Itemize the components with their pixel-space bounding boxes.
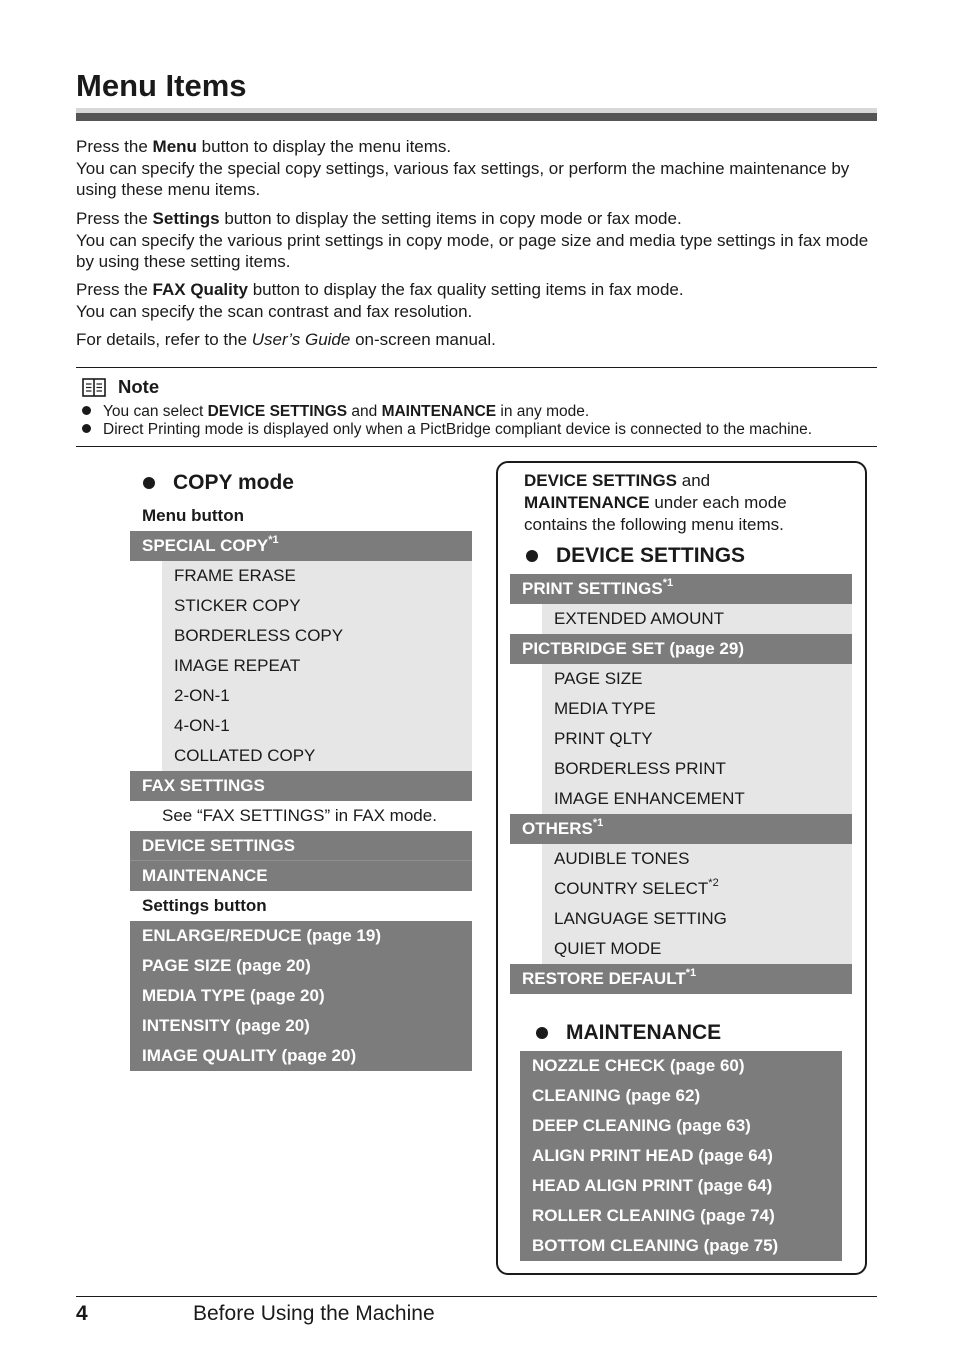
page-title: Menu Items [76, 68, 247, 103]
fax-settings-reference: See “FAX SETTINGS” in FAX mode. [162, 806, 437, 825]
menu-item: PAGE SIZE (page 20) [130, 951, 472, 981]
menu-header-special-copy: SPECIAL COPY$^{*1}$ [130, 531, 472, 561]
menu-item: FRAME ERASE [162, 561, 472, 591]
menu-item: BORDERLESS COPY [162, 621, 472, 651]
intro-fax-quality: Press the FAX Quality button to display the fax quality setting items in fax mode. You can specify the scan contrast and fax resolution. [76, 280, 684, 321]
menu-item: ROLLER CLEANING (page 74) [520, 1201, 842, 1231]
intro-settings: Press the Settings button to display the setting items in copy mode or fax mode. You can specify the various print settings in copy mode, or page size and media type settings in fax mode by using these setting items. [76, 209, 869, 271]
bullet-icon [143, 477, 155, 489]
menu-header-print-settings: PRINT SETTINGS$^{*1}$ [510, 574, 852, 604]
menu-item: AUDIBLE TONES [542, 844, 852, 874]
menu-item: HEAD ALIGN PRINT (page 64) [520, 1171, 842, 1201]
menu-item: 2-ON-1 [162, 681, 472, 711]
menu-header-device-settings: DEVICE SETTINGS [130, 831, 472, 861]
menu-item: 4-ON-1 [162, 711, 472, 741]
menu-item: ENLARGE/REDUCE (page 19) [130, 921, 472, 951]
menu-item: BOTTOM CLEANING (page 75) [520, 1231, 842, 1261]
menu-item: QUIET MODE [542, 934, 852, 964]
menu-button-label: Menu button [142, 506, 244, 525]
box-intro: DEVICE SETTINGS and MAINTENANCE under each mode contains the following menu items. [524, 471, 787, 534]
menu-item: PRINT QLTY [542, 724, 852, 754]
note-label: Note [118, 376, 160, 397]
copy-menu-list [130, 531, 472, 1071]
device-settings-heading: DEVICE SETTINGS [526, 543, 745, 569]
menu-item: EXTENDED AMOUNT [542, 604, 852, 634]
device-menu-list [510, 574, 852, 994]
menu-item: NOZZLE CHECK (page 60) [520, 1051, 842, 1081]
pictbridge-items [510, 664, 852, 814]
footer-rule [76, 1296, 877, 1297]
print-settings-items [510, 604, 852, 634]
intro-menu: Press the Menu button to display the menu items. You can specify the special copy settings, various fax settings, or perform the machine maintenance by using these menu items. [76, 137, 850, 199]
menu-item: IMAGE REPEAT [162, 651, 472, 681]
copy-mode-heading: COPY mode [143, 470, 294, 496]
menu-item: COLLATED COPY [162, 741, 472, 771]
settings-items [130, 921, 472, 1071]
menu-item: DEEP CLEANING (page 63) [520, 1111, 842, 1141]
note-bottom-rule [76, 446, 877, 447]
note-item: Direct Printing mode is displayed only when a PictBridge compliant device is connected to the machine. [82, 421, 812, 439]
maintenance-heading: MAINTENANCE [536, 1020, 721, 1046]
settings-button-label: Settings button [142, 896, 267, 915]
menu-item: LANGUAGE SETTING [542, 904, 852, 934]
menu-header-pictbridge: PICTBRIDGE SET (page 29) [510, 634, 852, 664]
intro-details: For details, refer to the User’s Guide on-screen manual. [76, 330, 496, 349]
menu-item: STICKER COPY [162, 591, 472, 621]
menu-item: INTENSITY (page 20) [130, 1011, 472, 1041]
bullet-icon [82, 424, 91, 433]
title-rule [76, 108, 877, 121]
bullet-icon [536, 1027, 548, 1039]
menu-item: IMAGE QUALITY (page 20) [130, 1041, 472, 1071]
book-icon [82, 378, 106, 397]
menu-item: ALIGN PRINT HEAD (page 64) [520, 1141, 842, 1171]
menu-item: PAGE SIZE [542, 664, 852, 694]
menu-item: MEDIA TYPE (page 20) [130, 981, 472, 1011]
menu-header-fax-settings: FAX SETTINGS [130, 771, 472, 801]
special-copy-items [130, 561, 472, 771]
menu-header-others: OTHERS$^{*1}$ [510, 814, 852, 844]
footer-section-title: Before Using the Machine [193, 1302, 435, 1325]
menu-item: CLEANING (page 62) [520, 1081, 842, 1111]
menu-header-restore-default: RESTORE DEFAULT$^{*1}$ [510, 964, 852, 994]
menu-item: IMAGE ENHANCEMENT [542, 784, 852, 814]
others-items [510, 844, 852, 964]
bullet-icon [526, 550, 538, 562]
page-number: 4 [76, 1302, 88, 1325]
menu-item: BORDERLESS PRINT [542, 754, 852, 784]
maintenance-list [520, 1051, 842, 1261]
bullet-icon [82, 406, 91, 415]
note-top-rule [76, 367, 877, 368]
menu-header-maintenance: MAINTENANCE [130, 861, 472, 891]
note-heading [82, 376, 159, 398]
menu-item: COUNTRY SELECT$^{*2}$ [542, 874, 852, 904]
menu-item: MEDIA TYPE [542, 694, 852, 724]
note-item: You can select DEVICE SETTINGS and MAINTENANCE in any mode. [82, 403, 589, 421]
maintenance-items [520, 1051, 842, 1261]
